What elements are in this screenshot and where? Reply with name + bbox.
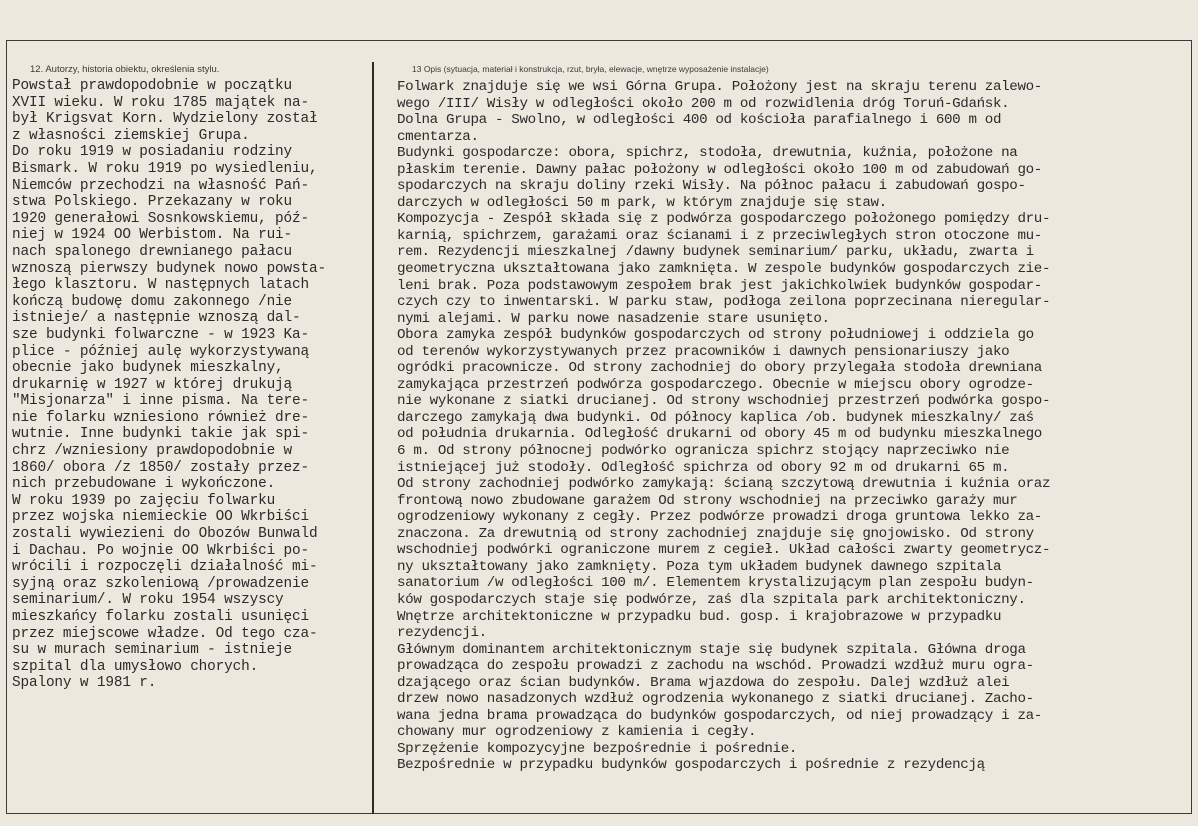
description-line: Dolna Grupa - Swolno, w odległości 400 od kościoła parafialnego i 600 m od [397, 112, 1002, 129]
description-line: ogródki pracownicze. Od strony zachodniej do obory przylegała stodoła drewniana [397, 360, 1042, 377]
history-line: przez wojska niemieckie OO Wkrbiści [12, 509, 310, 526]
description-line: leni brak. Poza podstawowym zespołem brak jest jakichkolwiek budynków gospodar- [397, 277, 1042, 294]
history-line: sze budynki folwarczne - w 1923 Ka- [12, 326, 310, 343]
description-line: dzającego oraz ścian budynków. Brama wjazdowa do zespołu. Dalej wzdłuż alei [397, 674, 1010, 691]
history-line: XVII wieku. W roku 1785 majątek na- [12, 94, 310, 111]
description-line: chowany mur ogrodzeniowy z kamienia i cegły. [397, 724, 757, 741]
description-line: wschodniej podwórki ograniczone murem z cegieł. Układ całości zwarty geometrycz- [397, 542, 1051, 559]
description-line: czych czy to inwentarski. W parku staw, podłoga zeilona poprzecinana nieregular- [397, 294, 1051, 311]
history-line: szpital dla umysłowo chorych. [12, 658, 259, 675]
history-line: niej w 1924 OO Werbistom. Na rui- [12, 227, 293, 244]
history-line: syjną oraz szkoleniową /prowadzenie [12, 575, 310, 592]
description-line: nymi alejami. W parku nowe nasadzenie stare usunięto. [397, 310, 830, 327]
description-line: darczego zamykają dwa budynki. Od północy kaplica /ob. budynek mieszkalny/ zaś [397, 409, 1034, 426]
history-line: łego klasztoru. W następnych latach [12, 277, 310, 294]
history-line: W roku 1939 po zajęciu folwarku [12, 492, 276, 509]
history-line: Bismark. W roku 1919 po wysiedleniu, [12, 160, 318, 177]
description-line: Bezpośrednie w przypadku budynków gospodarczych i pośrednie z rezydencją [397, 757, 985, 774]
description-line: Folwark znajduje się we wsi Górna Grupa. Położony jest na skraju terenu zalewo- [397, 79, 1042, 95]
history-text [12, 78, 374, 692]
history-line: su w murach seminarium - istnieje [12, 642, 293, 659]
history-line: wznoszą pierwszy budynek nowo powsta- [12, 260, 326, 277]
description-line: Wnętrze architektoniczne w przypadku bud. gosp. i krajobrazowe w przypadku [397, 608, 1002, 625]
description-line: frontową nowo zbudowane garażem Od strony wschodniej na przeciwko garaży mur [397, 492, 1018, 509]
history-line: zostali wywiezieni do Obozów Bunwald [12, 526, 318, 543]
description-line: darczych w odległości 50 m park, w którym znajduje się staw. [397, 194, 887, 211]
description-line: ogrodzeniowy wykonany z cegły. Przez podwórze prowadzi droga gruntowa lekko za- [397, 509, 1042, 526]
history-line: 1920 generałowi Sosnkowskiemu, póź- [12, 210, 310, 227]
history-line: nich przebudowane i wykończone. [12, 476, 276, 493]
history-line: mieszkańcy folarku zostali usunięci [12, 609, 310, 625]
history-line: obecnie jako budynek mieszkalny, [12, 360, 284, 377]
history-line: stwa Polskiego. Przekazany w roku [12, 194, 293, 211]
description-line: wego /III/ Wisły w odległości około 200 m od rozwidlenia dróg Toruń-Gdańsk. [397, 95, 1010, 112]
description-line: Od strony zachodniej podwórko zamykają: ścianą szczytową drewutnia i kuźnia oraz [397, 476, 1051, 493]
history-line: wrócili i rozpoczęli działalność mi- [12, 559, 318, 576]
description-line: ny ukształtowany jako zamknięty. Poza tym układem budynek dawnego szpitala [397, 558, 1002, 575]
description-line: geometryczna ukształtowana jako zamknięta. W zespole budynków gospodarczych zie- [397, 261, 1051, 278]
description-line: 6 m. Od strony północnej podwórko ogranicza spichrz stojący naprzeciwko nie [397, 443, 1010, 460]
history-line: chrz /wzniesiony prawdopodobnie w [12, 443, 293, 460]
description-line: Budynki gospodarcze: obora, spichrz, stodoła, drewutnia, kuźnia, położone na [397, 145, 1018, 162]
history-line: nie folarku wzniesiono również dre- [12, 409, 310, 426]
history-line: 1860/ obora /z 1850/ zostały przez- [12, 459, 310, 476]
description-line: sanatorium /w odległości 100 m/. Elementem krystalizującym plan zespołu budyn- [397, 575, 1034, 592]
history-line: wutnie. Inne budynki takie jak spi- [12, 426, 310, 443]
history-line: Niemców przechodzi na własność Pań- [12, 177, 310, 194]
description-line: znaczona. Za drewutnią od strony zachodniej znajduje się gnojowisko. Od strony [397, 525, 1034, 542]
description-line: zamykająca przestrzeń podwórza gospodarczego. Obecnie w miejscu obory ogrodze- [397, 376, 1034, 393]
description-line: Obora zamyka zespół budynków gospodarczych od strony południowej i oddziela go [397, 327, 1034, 344]
description-line: ków gospodarczych staje się podwórze, zaś dla szpitala park architektoniczny. [397, 591, 1026, 608]
history-line: Powstał prawdopodobnie w początku [12, 78, 293, 94]
description-line: drzew nowo nasadzonych wzdłuż ogrodzenia wykonanego z siatki drucianej. Zacho- [397, 691, 1034, 708]
history-line: plice - później aulę wykorzystywaną [12, 343, 310, 360]
history-line: kończą budowę domu zakonnego /nie [12, 293, 293, 310]
history-line: był Krigsvat Korn. Wydzielony został [12, 111, 318, 128]
description-line: Sprzężenie kompozycyjne bezpośrednie i pośrednie. [397, 740, 798, 757]
description-line: od południa drukarnia. Odległość drukarni od obory 45 m od budynku mieszkalnego [397, 426, 1042, 443]
description-line: cmentarza. [397, 128, 479, 145]
description-text [397, 79, 1193, 774]
history-line: nach spalonego drewnianego pałacu [12, 243, 293, 260]
right-column-heading: 13 Opis (sytuacja, materiał i konstrukcja, rzut, bryła, elewacje, wnętrze wyposażenie instalacje) [412, 64, 769, 74]
history-line: seminarium/. W roku 1954 wszyscy [12, 592, 284, 609]
history-line: drukarnię w 1927 w której drukują [12, 376, 293, 393]
description-line: spodarczych na skraju doliny rzeki Wisły. Na północ pałacu i zabudowań gospo- [397, 178, 1026, 195]
description-line: płaskim terenie. Dawny pałac położony w odległości około 100 m od zabudowań go- [397, 161, 1042, 178]
description-line: istniejącej już stodoły. Odległość spichrza od obory 92 m od drukarni 65 m. [397, 459, 1010, 476]
description-line: prowadząca do zespołu prowadzi z zachodu na wschód. Prowadzi wzdłuż muru ogra- [397, 658, 1034, 675]
description-line: rem. Rezydencji mieszkalnej /dawny budynek seminarium/ parku, układu, zwarta i [397, 244, 1034, 261]
description-line: Kompozycja - Zespół składa się z podwórza gospodarczego położonego pomiędzy dru- [397, 211, 1051, 228]
history-line: "Misjonarza" i inne pisma. Na tere- [12, 393, 310, 410]
history-line: z własności ziemskiej Grupa. [12, 127, 250, 144]
description-line: nie wykonane z siatki drucianej. Od strony wschodniej przestrzeń podwórka gospo- [397, 393, 1051, 410]
history-line: i Dachau. Po wojnie OO Wkrbiści po- [12, 542, 310, 559]
history-line: Do roku 1919 w posiadaniu rodziny [12, 144, 293, 161]
history-line: przez miejscowe władze. Od tego cza- [12, 625, 318, 642]
description-line: Głównym dominantem architektonicznym staje się budynek szpitala. Główna droga [397, 641, 1026, 658]
description-line: karnią, spichrzem, garażami oraz ścianami i z przeciwległych stron otoczone mu- [397, 227, 1042, 244]
description-line: od terenów wykorzystywanych przez pracowników i dawnych pensionariuszy jako [397, 343, 1010, 360]
left-column-heading: 12. Autorzy, historia obiektu, określenia stylu. [30, 64, 220, 75]
history-line: istnieje/ a następnie wznoszą dal- [12, 310, 301, 327]
history-line: Spalony w 1981 r. [12, 675, 157, 692]
description-line: wana jedna brama prowadząca do budynków gospodarczych, od niej prowadzący i za- [397, 707, 1042, 724]
description-line: rezydencji. [397, 625, 487, 642]
